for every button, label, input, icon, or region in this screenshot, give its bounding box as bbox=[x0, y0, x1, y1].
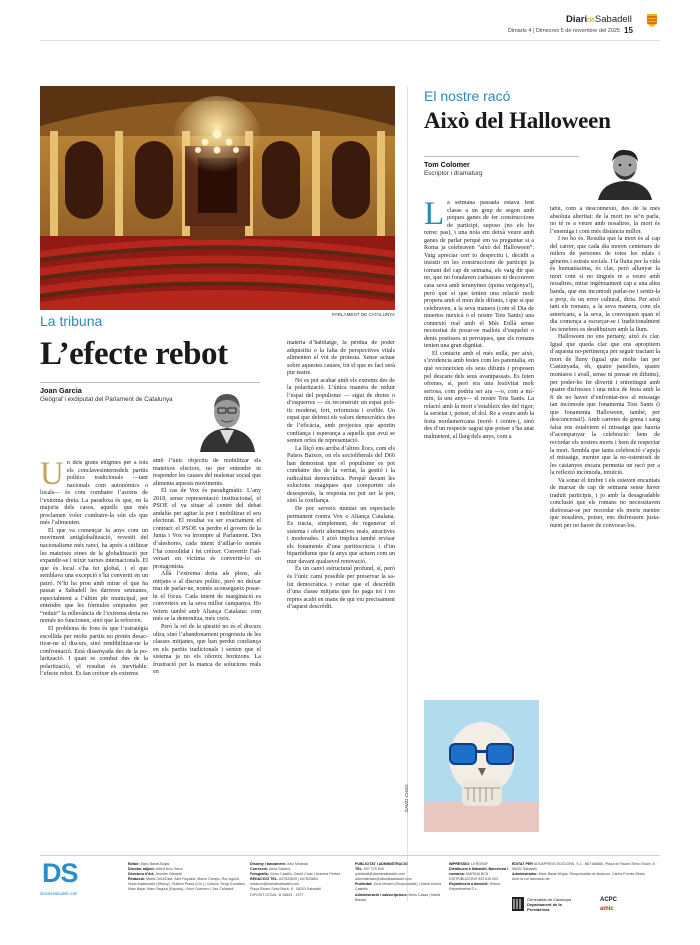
ds-logo-url: diaridesabadell.com bbox=[40, 891, 78, 896]
footer-credits-editorial bbox=[128, 862, 246, 914]
footer-line: EDITAT PER NOVAPRESS EDICIONS, S.L., B67186866, Plaça de Ricard Simó i Bach, 8 · 08202 Sabadell. bbox=[512, 862, 657, 872]
right-article-column-2 bbox=[550, 206, 660, 850]
footer-line: Repartiment a domicili: Setma Repartiments S.L. bbox=[449, 882, 501, 892]
paragraph: No es pot acabar amb els extrems des de la polarització. L’única manera de reduir l’espai del populisme — sigui de dretes o d’esquerres — és reconstruir un espai polític moderat, fort, reformista i creïble. Un espai que defensi els valors democràtics des de l’eficàcia, amb projectes que aportin confiança i esperança a aquells que avui se senten orfes de representació. bbox=[287, 377, 395, 445]
dropcap-u: U bbox=[40, 460, 64, 492]
logo-end: Sabadell bbox=[594, 14, 632, 25]
amic-logo: amic bbox=[600, 906, 614, 912]
paragraph: El contacte amb el més enllà, per això, s’evidencia amb festes com les parentalia, en què reconeixien els seus difunts i proposen pel descans dels seus avantpassats. Es feien ofrenes, sí, però era una festivitat molt seriosa, com podria ser ara —o, com a mínim, fa uns anys— el nostre Tots Sants. La relació amb la mort s’estableix des del rigor, la serietat i, potser, el dol. Re a veure amb la festa nordamericana (nord- i centre-), sinó des d’un respecte sagrat que potser s’ha anat malmetent, al llarg dels anys, com a bbox=[424, 350, 534, 440]
footer-line: IMPRESSIÓ: LERGRAF bbox=[449, 862, 489, 866]
footer-line: Directora d’Art: Jennifer Waddell bbox=[128, 872, 182, 877]
section-label-el-nostre-raco: El nostre racó bbox=[424, 88, 511, 104]
paragraph: És un canvi estructural profund, sí, però és l’únic camí possible per preservar la salut democràtica i evitar que el descrèdit d’una classe mitjana que ho paga tot i no repres acabi en mans de qui viu precisament d’aquest descrèdit. bbox=[287, 566, 395, 611]
masthead-logo bbox=[566, 14, 632, 25]
generalitat-line1: Generalitat de Catalunya bbox=[527, 897, 572, 902]
photo-credit-david-chao: DAVID CHAO bbox=[404, 784, 409, 812]
parliament-photo bbox=[40, 86, 395, 310]
paragraph: El que va començar fa anys com un moviment antiglobalització, revestit del nacionalisme més ranci, ha après a utilitzar les mateixes eines de la globalització per expandir-se i teixir xarxes internacionals. El que és local s’ha fet global, i el que semblava una excepció s’ha convertit en un patró. N’hi ha prou amb mirar el que ha passat a Sabadell les darreres setmanes, especialment a l’últim ple municipal, per entendre que les fórmules emprades per “reduir” la rellevància de l’extrema dreta no només no funcionen, sinó que la reforcen. bbox=[40, 527, 148, 625]
paragraph: n dels grans enigmes per a tots els conclavesinternsdels partits polítics tradicionals —tant nacionals com autonòmics o locals— és com combatre l’ascens de l’extrema dreta. La paradoxa és que, en la majoria dels casos, aquells que més proclamen voler combatre-la són els que més l’alimenten. bbox=[40, 460, 148, 527]
paragraph: La lliçó ens arriba d’altres llocs, com els Països Baixos, on els socioliberals del D66 han demostrat que el populisme es pot combatre des de la veritat, la gestió i la radicalitat democràtica. Perquè davant les solucions màgiques que comporten els desesperats, la resposta no pot ser la por, sinó la confiança. bbox=[287, 445, 395, 505]
paragraph: Però la rel de la qüestió no és el discurs ultra, sinó l’abandonament progressiu de les classes mitjanes, que han perdut confiança en els partits tradicionals i senten que el sistema ja no els ofereix horitzons. La frustració per la manca de solucions reals en bbox=[153, 624, 261, 676]
footer-line: Director adjunt: Albert Acín Sena bbox=[128, 867, 183, 872]
paragraph: De poc serveix muntar un espectacle permanent contra Vox o Aliança Catalana. Es tracta, simplement, de regenerar el sistema i oferir alternatives reals, atractives i moderades. I això implica també revisar els fonaments d’una partitocràcia i d’un bipartidisme que fa anys que actuen com un mur davant qualsevol renovació. bbox=[287, 506, 395, 565]
shield-icon bbox=[647, 12, 657, 25]
footer-line: Disseny i tancament: Xavi Miranda bbox=[250, 862, 308, 866]
paragraph: I no ho és. Resulta que la mort és al cap del carrer, que cada dia moren centenars de milers de persones de totes les edats i gèneres i estrats socials. I la lluita per la vida és humaníssima, és clar, però allunyar la mort com si no tingués re a veure amb nosaltres, mirar ingènuament cap a una altra banda, que ens incomodi parlar-ne i sentir-la a prop, és un error cultural, diria. Per això tant els romans, a la seva manera, com els americans, a la seva, la convoquen quan el dia comença a escurçar-se i tradicionalment les tenebres es desdibuixen amb la llum. bbox=[550, 236, 660, 333]
footer-credits-advertising bbox=[355, 862, 445, 914]
paragraph: Va sonar el timbre i els estaven encantats de marxar de cap de setmana sense haver traduït participis, i jo amb la desagradable conclusió que els romans no necessitaven disfressar-se per recordar els morts mentre que nosaltres, potser, ens disfressem justament per no haver de convocar-los. bbox=[550, 477, 660, 529]
generalitat-logo bbox=[512, 896, 584, 914]
paragraph: tabú, com a desconnexió, des de la més absoluta alteritat: de la mort no se’n parla, no té re a veure amb nosaltres, la mort és l’enemiga i com més distància millor. bbox=[550, 206, 660, 235]
footer-line: Publicitat: Jordi Morató (Responsable) | Marta Dolors Castells bbox=[355, 882, 442, 892]
footer-line: Editor: Marc Basté Alujas bbox=[128, 862, 170, 866]
footer-line: administracio@diaridesabadell.com bbox=[355, 877, 412, 882]
footer-line: redaccio@diaridesabadell.com bbox=[250, 882, 300, 887]
paragraph: amb l’únic objectiu de mobilitzar els mateixos electors, no per entendre ni respondre les causes del malestar social que alimenta aquests moviments. bbox=[153, 458, 261, 487]
paragraph: El problema de fons és que l’estratègia escollida per molts partits no pretén desactivar-ne el discurs, sinó rendibilitzar-ne la confrontació. Està dissenyada des de la polarització. I quan es combat des de la polarització, el resultat és inevitable: l’efecte rebot. Es fan créixer els extrems bbox=[40, 626, 148, 678]
footer-line: DIPÒSIT LEGAL: B 28893 - 1977 bbox=[250, 892, 304, 897]
author-portrait-tom-colomer bbox=[590, 146, 660, 200]
page-number: 15 bbox=[624, 26, 633, 35]
footer-line: Redacció: Marta Ortíz/Diaz, Álex Ruyalds, Manel Campo, Roc Agulló, Núria Maldonado (Ethevy), Guillem Plana (Ciu.) | Cultura, Sergi González, Marc Bejar, Marc Segura (Esports), Lleon Guerrero | Jan Cañadell bbox=[128, 877, 246, 892]
footer-line: Administrador: Marc Basté Alujas. Responsable de finances: Carles Fornés Bedor bbox=[512, 872, 646, 877]
footer-line: Administració i subscripcions: Neus Casas | Marta Bobadí bbox=[355, 892, 441, 902]
footer-line: Amb la col·laboració de: bbox=[512, 877, 551, 882]
left-article-column-1 bbox=[40, 460, 148, 900]
skull-photo bbox=[424, 700, 539, 832]
paragraph: a setmana passada estava fent classe a un grup de segon amb poques ganes de fer construccions de participi, suposo (no els ho retrec pas), i una noia em deixà veure amb ganes de parlar perquè em va preguntar si a Roma ja celebraven “això del Halloween”. Vaig apreciar cert to despectiu i, decidit a insistir en les construccions de participi ja tornant del cap de setmana, els vaig dir que no, que no foradaven carbasses ni decoraven casa seva amb teranyines (quina vergonya!), però que sí que tenien una relació molt propera amb el món dels difunts, i que sí que celebraven, a la seva manera (com el Dia de muertos mexicà o el nostre Tots Sants) una connexió real amb el Més Enllà sense necessitat de posar-se mallots d’esquelet o dents postisses ni perruques, que els romans tenien una gran dignitat. bbox=[424, 200, 534, 350]
ds-logo: DS bbox=[42, 858, 78, 888]
generalitat-line2: Departament de la Presidència bbox=[527, 902, 562, 912]
article-title-efecte-rebot: L’efecte rebot bbox=[40, 336, 228, 372]
photo-credit-parliament: PARLAMENT DE CATALUNYA bbox=[331, 312, 395, 317]
author-name-tom-colomer: Tom Colomer bbox=[424, 160, 470, 169]
footer-line: Correcció: Anna Salomó bbox=[250, 867, 291, 872]
acpc-logo: ACPC bbox=[600, 897, 618, 903]
footer-credits-design bbox=[250, 862, 350, 914]
left-article-column-2 bbox=[153, 458, 261, 900]
author-portrait-joan-garcia bbox=[195, 386, 260, 452]
right-article-column-1 bbox=[424, 200, 534, 550]
footer-line: Distribució a Sabadell, Barcelona i comarca: MARINA BCN DISTRIBUCIONS 933 615 003 bbox=[449, 867, 508, 882]
paragraph: El cas de Vox és paradigmàtic. L’any 2018, sense representació institucional, el PSOE el va situar al centre del debat andalús per agitar la por i mobilitzar el seu electorat. El resultat va ser exactament el contrari: el PSOE va perdre el govern de la Junta i Vox va irrompre al Parlament. Des d’aleshores, cada intent d’aïllar-lo només l’ha consolidat i fet créixer. Convertir l’adversari en víctima és convertir-lo en protagonista. bbox=[153, 488, 261, 570]
footer-credits-printing bbox=[449, 862, 509, 914]
footer-credits-publisher bbox=[512, 862, 660, 894]
author-role-tom-colomer: Escriptor i dramaturg bbox=[424, 170, 483, 177]
left-article-column-3 bbox=[287, 340, 395, 900]
paragraph: Halloween no ens pertany, això és clar. Igual que queda clar que ens apropitem d’aquesta no-pertinença per seguir tractant la mort de lluny (igual que molts fan per Castanyada, eh, quatre panellets, quatre moniatos i avall, sense ni pensar en difunts), per poder-ho fer divertit i entretingut amb quatre disfresses i una mica de festa amb la fi de no haver d’enfrontar-nos al missatge tan incòmode que fonamenta Tots Sants (i que fonamenta Halloween, també, per desconcertat!). Amb carretes de goma i sang falsa ens estalviem el missatge que hauria d’acompanyar la celebració: hem de recordar els nostres morts i hem de respectar la mort. Sembla que tanta celebració s’apuja el missatge, mentre que la no-ostentosit de les castanyes encara permetia un racó per a la reflexió incòmoda, intuïció. bbox=[550, 334, 660, 477]
footer-line: publicitat@diaridesabadell.com bbox=[355, 872, 405, 877]
footer-line: REDACCIÓ TEL. 637833849 | 637833864 bbox=[250, 877, 318, 882]
section-label-la-tribuna: La tribuna bbox=[40, 313, 103, 329]
logo-main: Diari bbox=[566, 14, 588, 25]
logo-mid: de bbox=[587, 17, 595, 24]
footer-line: Fotografia: Víctor Castillo, David Chao i Juanma Peláez bbox=[250, 872, 341, 877]
paragraph: Allà l’extrema dreta als plens, als mitjans o al discurs polític, però no deixar mai de parlar-ne, només aconsegueix posar-hi el focus. Cada intent de marginació es converteix en la seva millor campanya. Ho veiem també amb Aliança Catalana: com més se la demonitza, més creix. bbox=[153, 571, 261, 623]
author-role-joan-garcia: Geògraf i exdiputat del Parlament de Catalunya bbox=[40, 396, 173, 403]
footer-line: TEL. 937 275 545 bbox=[355, 867, 384, 872]
paragraph: matèria d’habitatge, la pèrdua de poder adquisitiu o la falta de perspectives vitals alimenten el vot de protesta. Sense actuar sobre aquestes causes, tot el que es faci serà pur teatre. bbox=[287, 340, 395, 377]
footer-line: Plaça Ricard Simó Bach, 8 · 08203 Sabadell bbox=[250, 887, 321, 892]
footer-line: PUBLICITAT I ADMINISTRACIÓ bbox=[355, 862, 408, 866]
generalitat-emblem-icon bbox=[512, 897, 524, 911]
dropcap-l: L bbox=[424, 200, 445, 232]
article-title-halloween: Això del Halloween bbox=[424, 108, 611, 133]
date-line: Dimarts 4 | Dimecres 5 de novembre del 2025 bbox=[507, 28, 620, 34]
author-name-joan-garcia: Joan Garcia bbox=[40, 386, 82, 395]
